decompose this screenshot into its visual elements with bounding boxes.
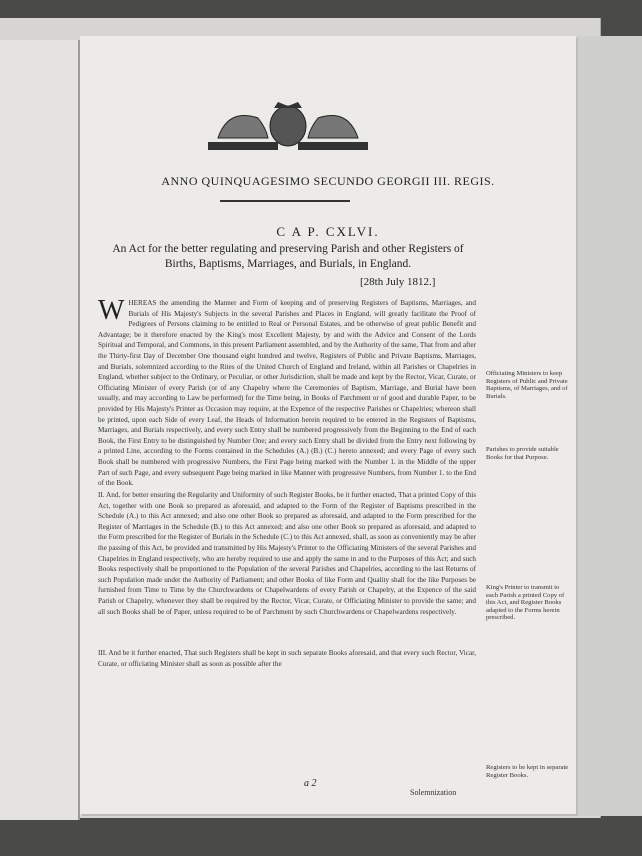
act-date: [28th July 1812.] (360, 276, 436, 288)
margin-note: Officiating Ministers to keep Registers of Public and Private Baptisms, of Marriages, and of Burials. (486, 370, 568, 400)
drop-cap: W (98, 295, 125, 326)
document-page (80, 36, 576, 814)
facing-page (0, 40, 80, 820)
paragraph-1 (98, 295, 476, 488)
margin-note: King's Printer to transmit to each Parish a printed Copy of this Act, and Register Books adapted to the Forms herein prescribed. (486, 584, 565, 622)
paragraph-3: III. And be it further enacted, That such Registers shall be kept in such separate Books aforesaid, and that every such Rector, Vicar, Curate, or officiating Minister shall as soon as possible after the (98, 649, 476, 668)
act-title: An Act for the better regulating and preserving Parish and other Registers of Births, Baptisms, Marriages, and Burials, in England. (112, 243, 464, 270)
paragraph-2: II. And, for better ensuring the Regularity and Uniformity of such Register Books, be it further enacted, That a printed Copy of this Act, together with one Book so prepared as aforesaid, and adapted to the Form of the Register of Baptisms prescribed in the Schedule (A.) to this Act annexed; and also one other Book so prepared as aforesaid, and adapted to the Form prescribed for the Register of Marriages in the Schedule (B.) to this Act annexed; and also one other Book so prepared as aforesaid, and adapted to the Form prescribed for the Register of Burials in the Schedule (C.) to this Act annexed, shall, as soon as conveniently may be after the passing of this Act, be provided and transmitted by His Majesty's Printer to the Officiating Ministers of the several Parishes and Chapelries in England respectively, who are hereby required to use and apply the same in and to the Purposes of this Act; and such Books respectively shall be proportioned to the Population of the several Parishes and Chapelries, according to the last Returns of such Population made under the Authority of Parliament; and other Books of like Form and Quality shall for the like Purposes be furnished from Time to Time by the Churchwardens or Chapelwardens of every Parish or Chapelry, at the Expence of the said Parish or Chapelry, whenever they shall be required by the Rector, Vicar, Curate, or Officiating Minister to provide the same; and all such Books shall be of Paper, unless required to be of Parchment by such Churchwardens or Chapelwardens respectively. (98, 491, 476, 616)
paragraph-1-text: HEREAS the amending the Manner and Form of keeping and of preserving Registers of Baptisms, Marriages, and Burials of His Majesty's Subjects in the several Parishes and Places in England, will greatly facilitate the Proof of Pedigrees of Persons claiming to be entitled to Real or Personal Estates, and be otherwise of great public Benefit and Advantage; be it therefore enacted by the King's most Excellent Majesty, by and with the Advice and Consent of the Lords Spiritual and Temporal, and Commons, in this present Parliament assembled, and by the Authority of the same, That from and after the Thirty-first Day of December One thousand eight hundred and twelve, Registers of Public and Private Baptisms, Marriages, and Burials, solemnized according to the Rites of the United Church of England and Ireland, within all Parishes or Chapelries in England, whether subject to the Ordinary, or Peculiar, or other Jurisdiction, shall be made and kept by the Rector, Vicar, Curate, or Officiating Minister of every Parish (or of any Chapelry where the Ceremonies of Baptism, Marriage, and Burial have been usually, and may according to Law be performed) for the Time being, in Books of Parchment or of good and durable Paper, to be provided by His Majesty's Printer as Occasion may require, at the Expence of the respective Parishes or Chapelries; whereon shall be printed, upon each Side of every Leaf, the Heads of Information herein required to be entered in the Registers of Baptisms, Marriages, and Burials respectively, and every such Entry shall be numbered progressively from the Beginning to the End of each Book, the First Entry to be distinguished by Number One; and every such Entry shall be divided from the Entry next following by a printed Line, according to the Forms contained in the Schedules (A.) (B.) (C.) hereto annexed; and every Page of every such Book shall be numbered with progressive Numbers, the First Page being marked with the Number 1. in the Middle of the upper Part of such Page, and every subsequent Page being marked in like Manner with progressive Numbers, from Number 1. to the End of the Book. (98, 299, 476, 488)
chapter-heading: C A P. CXLVI. (276, 224, 380, 239)
divider-rule (220, 200, 350, 202)
margin-note: Parishes to provide suitable Books for that Purpose. (486, 446, 559, 461)
margin-note: Registers to be kept in separate Register Books. (486, 764, 569, 779)
catchword: Solemnization (410, 788, 457, 797)
signature-mark: a 2 (304, 778, 317, 789)
regnal-year-heading: ANNO QUINQUAGESIMO SECUNDO GEORGII III. REGIS. (161, 174, 495, 188)
page-edge (571, 36, 642, 816)
royal-coat-of-arms-icon (188, 98, 388, 158)
